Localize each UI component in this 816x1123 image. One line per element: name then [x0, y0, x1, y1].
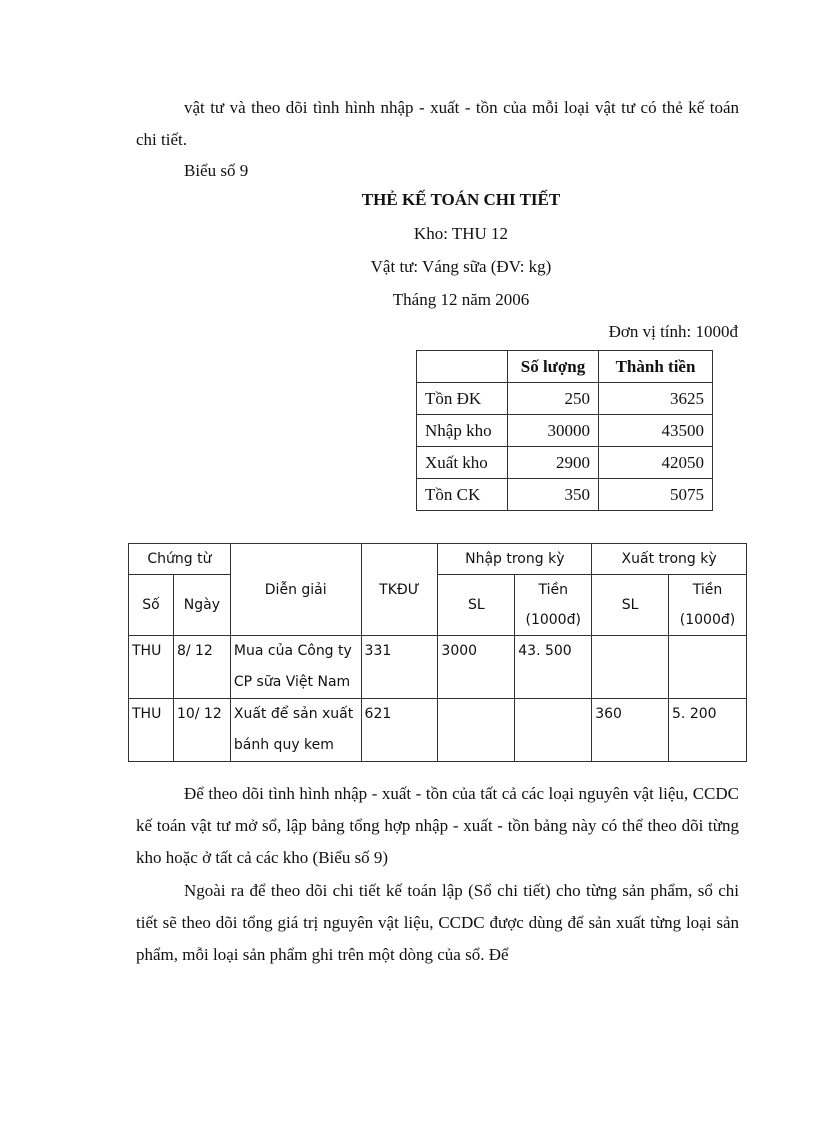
summary-header-blank	[417, 351, 508, 383]
row-import-qty: 3000	[438, 636, 515, 699]
row-description-line: CP sữa Việt Nam	[233, 674, 351, 690]
summary-label: Xuất kho	[417, 447, 508, 479]
row-description-line: bánh quy kem	[233, 737, 334, 753]
body-paragraph-1: Để theo dõi tình hình nhập - xuất - tồn của tất cả các loại nguyên vật liệu, CCDC kế toán vật tư mở sổ, lập bảng tổng hợp nhập - xuất - tồn bảng này có thể theo dõi từng kho hoặc ở tất cả các kho (Biểu số 9)	[136, 784, 739, 867]
summary-header-row	[417, 351, 713, 383]
summary-amount: 3625	[599, 383, 713, 415]
summary-row	[417, 415, 713, 447]
header-voucher: Chứng từ	[129, 544, 231, 575]
row-import-amount: 43. 500	[515, 636, 592, 699]
detail-header-row-1	[129, 544, 747, 575]
detail-row	[129, 699, 747, 762]
summary-qty: 350	[508, 479, 599, 511]
row-import-qty	[438, 699, 515, 762]
intro-paragraph: vật tư và theo dõi tình hình nhập - xuất - tồn của mỗi loại vật tư có thẻ kế toán chi tiết.	[136, 98, 739, 149]
row-description	[230, 636, 361, 699]
row-account: 621	[361, 699, 438, 762]
row-description	[230, 699, 361, 762]
header-export: Xuất trong kỳ	[592, 544, 747, 575]
header-no: Số	[129, 575, 174, 636]
detail-table	[128, 543, 747, 762]
row-date: 10/ 12	[173, 699, 230, 762]
summary-amount: 5075	[599, 479, 713, 511]
header-amount-label: Tiền	[692, 582, 723, 598]
header-amount-unit: (1000đ)	[679, 612, 736, 628]
row-no: THU	[129, 636, 174, 699]
header-import-amount	[515, 575, 592, 636]
summary-qty: 250	[508, 383, 599, 415]
card-period: Tháng 12 năm 2006	[392, 290, 530, 309]
card-unit: Đơn vị tính: 1000đ	[608, 322, 738, 341]
summary-qty: 30000	[508, 415, 599, 447]
summary-table	[416, 350, 713, 511]
card-material: Vật tư: Váng sữa (ĐV: kg)	[370, 257, 552, 276]
row-export-amount: 5. 200	[669, 699, 747, 762]
header-amount-label: Tiền	[538, 582, 568, 598]
summary-label: Tồn CK	[417, 479, 508, 511]
row-account: 331	[361, 636, 438, 699]
header-description: Diễn giải	[230, 544, 361, 636]
summary-row	[417, 383, 713, 415]
header-amount-unit: (1000đ)	[525, 612, 581, 628]
row-date: 8/ 12	[173, 636, 230, 699]
summary-header-amount: Thành tiền	[599, 351, 713, 383]
summary-row	[417, 479, 713, 511]
header-date: Ngày	[173, 575, 230, 636]
body-paragraph-2: Ngoài ra để theo dõi chi tiết kế toán lập (Sổ chi tiết) cho từng sản phẩm, sổ chi tiết sẽ theo dõi tổng giá trị nguyên vật liệu, CCDC được dùng để sản xuất từng loại sản phẩm, mỗi loại sản phẩm ghi trên một dòng của sổ. Để	[136, 881, 739, 964]
summary-qty: 2900	[508, 447, 599, 479]
header-import-qty: SL	[438, 575, 515, 636]
header-export-qty: SL	[592, 575, 669, 636]
header-import: Nhập trong kỳ	[438, 544, 592, 575]
row-export-qty	[592, 636, 669, 699]
card-warehouse: Kho: THU 12	[413, 224, 509, 243]
row-export-qty: 360	[592, 699, 669, 762]
row-description-line: Xuất để sản xuất	[233, 706, 354, 722]
row-export-amount	[669, 636, 747, 699]
summary-header-qty: Số lượng	[508, 351, 599, 383]
summary-label: Nhập kho	[417, 415, 508, 447]
exhibit-label: Biểu số 9	[184, 161, 249, 180]
row-no: THU	[129, 699, 174, 762]
detail-row	[129, 636, 747, 699]
detail-header-row-2	[129, 575, 747, 636]
summary-amount: 42050	[599, 447, 713, 479]
summary-label: Tồn ĐK	[417, 383, 508, 415]
header-export-amount	[669, 575, 747, 636]
row-description-line: Mua của Công ty	[233, 643, 352, 659]
row-import-amount	[515, 699, 592, 762]
summary-amount: 43500	[599, 415, 713, 447]
summary-row	[417, 447, 713, 479]
card-title: THẺ KẾ TOÁN CHI TIẾT	[361, 190, 561, 209]
header-account: TKĐƯ	[361, 544, 438, 636]
